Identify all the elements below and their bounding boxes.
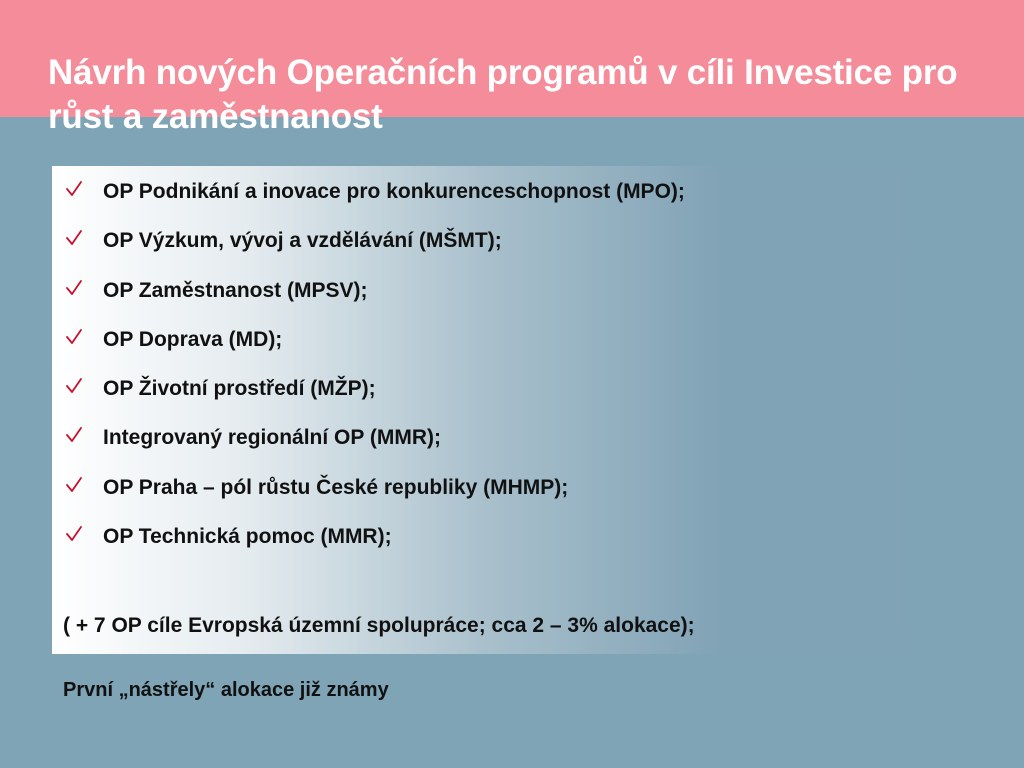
list-item-text: OP Doprava (MD); (103, 327, 283, 351)
list-item-text: OP Technická pomoc (MMR); (103, 525, 392, 549)
list-item (52, 277, 952, 326)
content-box (52, 166, 952, 654)
checkmark-icon (65, 328, 83, 346)
checkmark-icon (65, 377, 83, 395)
list-item (52, 523, 952, 572)
list-item (52, 178, 952, 227)
list-item (52, 375, 952, 424)
op-list (52, 178, 952, 572)
checkmark-icon (65, 180, 83, 198)
list-item-text: OP Zaměstnanost (MPSV); (103, 278, 368, 302)
list-item (52, 227, 952, 276)
list-item-text: OP Praha – pól růstu České republiky (MHMP); (103, 475, 569, 499)
checkmark-icon (65, 525, 83, 543)
list-item (52, 474, 952, 523)
slide-title: Návrh nových Operačních programů v cíli Investice pro růst a zaměstnanost (48, 53, 958, 136)
list-item-text: OP Životní prostředí (MŽP); (103, 377, 376, 401)
list-item (52, 326, 952, 375)
list-item-text: Integrovaný regionální OP (MMR); (103, 426, 441, 450)
checkmark-icon (65, 476, 83, 494)
list-item-text: OP Výzkum, vývoj a vzdělávání (MŠMT); (103, 229, 502, 253)
list-item-text: OP Podnikání a inovace pro konkurenceschopnost (MPO); (103, 180, 685, 203)
footnote: ( + 7 OP cíle Evropská územní spolupráce; cca 2 – 3% alokace); (63, 614, 695, 637)
list-item (52, 424, 952, 473)
checkmark-icon (65, 426, 83, 444)
bottom-note: První „nástřely“ alokace již známy (63, 679, 389, 701)
checkmark-icon (65, 229, 83, 247)
checkmark-icon (65, 279, 83, 297)
